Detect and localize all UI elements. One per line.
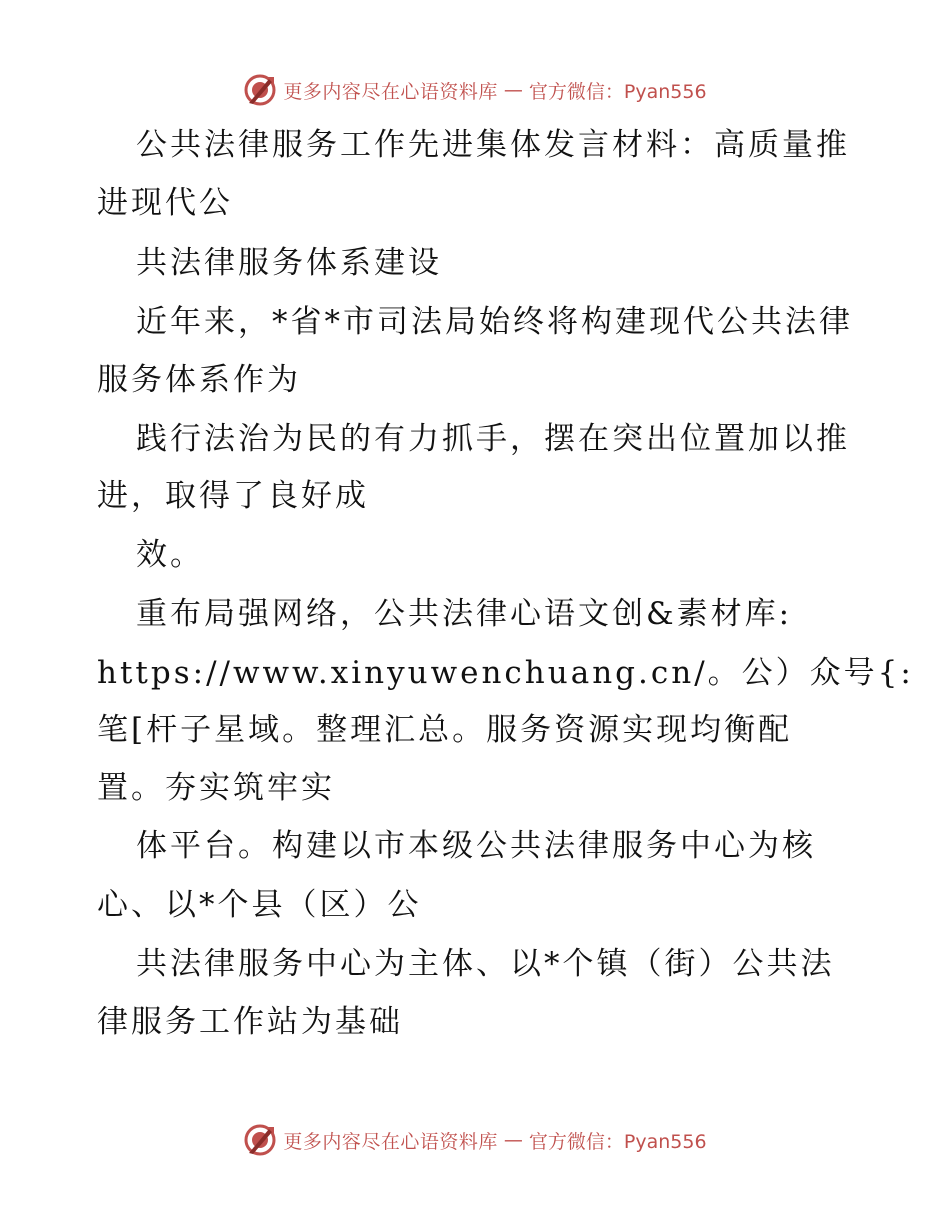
body-line: 体平台。构建以市本级公共法律服务中心为核 <box>136 828 816 864</box>
body-line: 置。夯实筑牢实 <box>97 770 335 806</box>
body-line: 共法律服务体系建设 <box>136 245 442 281</box>
body-line: 心、以*个县（区）公 <box>97 887 422 923</box>
watermark-separator: — <box>503 1129 523 1151</box>
quill-logo-icon <box>243 1123 277 1157</box>
body-line: 公共法律服务工作先进集体发言材料：高质量推 <box>136 127 850 163</box>
body-line: 笔[杆子星域。整理汇总。服务资源实现均衡配 <box>97 712 793 748</box>
body-line: 践行法治为民的有力抓手，摆在突出位置加以推 <box>136 421 850 457</box>
body-line: 重布局强网络，公共法律心语文创&素材库: <box>136 596 793 632</box>
body-line: 服务体系作为 <box>97 362 301 398</box>
watermark-contact: 官方微信：Pyan556 <box>528 1130 707 1153</box>
body-line: 进，取得了良好成 <box>97 478 369 514</box>
body-line: 近年来，*省*市司法局始终将构建现代公共法律 <box>136 304 853 340</box>
header-watermark <box>0 70 950 110</box>
quill-logo-icon <box>243 73 277 107</box>
watermark-separator: — <box>503 79 523 101</box>
body-line: 效。 <box>136 537 204 573</box>
watermark-contact: 官方微信：Pyan556 <box>528 80 707 103</box>
footer-watermark <box>0 1120 950 1160</box>
body-line: 律服务工作站为基础 <box>97 1004 403 1040</box>
watermark-brand: 更多内容尽在心语资料库 <box>283 80 498 103</box>
body-line: 进现代公 <box>97 185 233 221</box>
body-line: 共法律服务中心为主体、以*个镇（街）公共法 <box>136 946 835 982</box>
body-line: https://www.xinyuwenchuang.cn/。公）众号{: <box>97 655 914 691</box>
watermark-brand: 更多内容尽在心语资料库 <box>283 1130 498 1153</box>
